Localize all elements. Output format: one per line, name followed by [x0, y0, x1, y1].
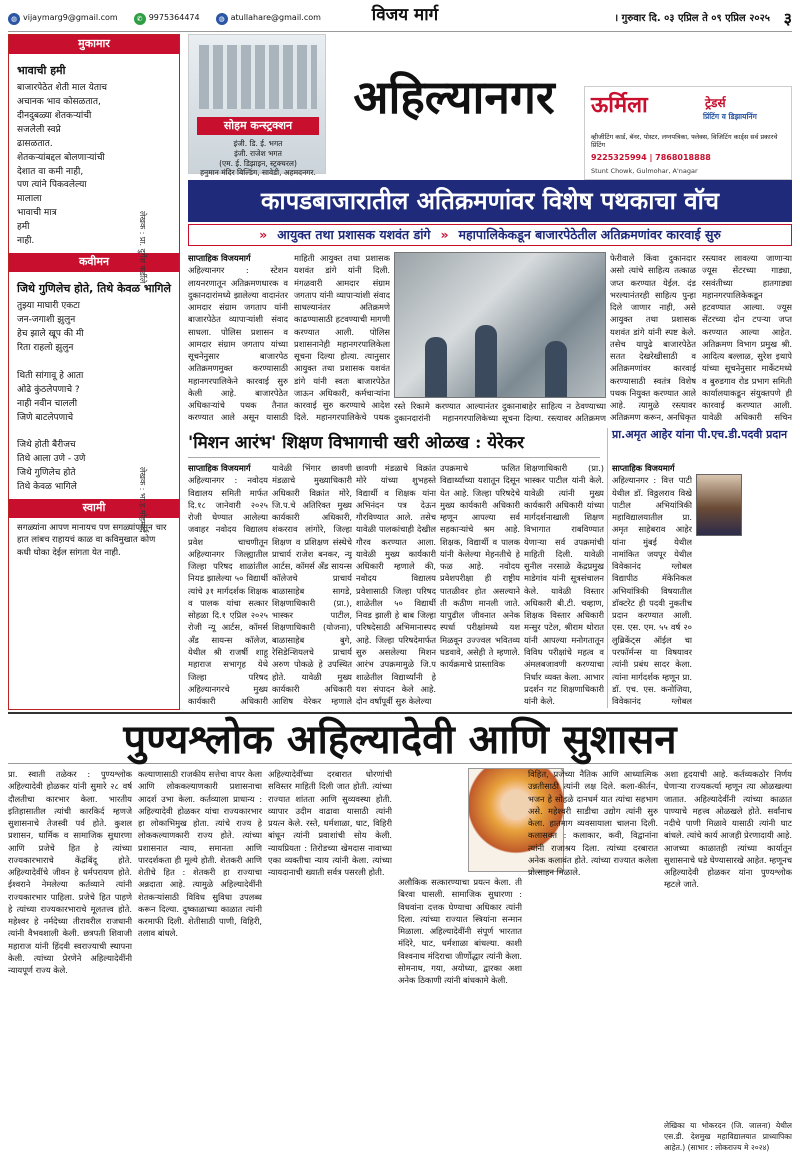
poem-line: सजलेली स्वप्ने — [17, 124, 61, 135]
poem-line: देशात वा कमी नाही, — [17, 166, 84, 177]
story4-column-4-top — [398, 768, 464, 872]
poem-line: मालाला — [17, 194, 42, 205]
ad-line: इंजी. डि. ई. भगत — [233, 139, 283, 148]
poem-author: लेखक : भा.ह.मोहम्मद — [138, 467, 147, 533]
poem-line: नाही. — [17, 236, 35, 247]
poem-line: अचानक भाव कोसळतात, — [17, 96, 101, 107]
poem-line: जन-जगाशी झुलुन — [17, 314, 76, 325]
poem-line: तिथे केवळ भागिले — [17, 482, 77, 493]
story2-column-2: यावेळी भिंगार छावणी मंडळाचे मुख्याधिकारी अधिकारी विक्रांत मोरे, जि.प.चे अतिरिक्त मुख्य कार्यकारी अधिकारी, शंकरराव लांगोरे, जिल्हा शिक्षण व प्रशिक्षण संस्थेचे प्राचार्य राजेश बनकर, न्यू आर्टस, कॉमर्स अँड सायन्स कॉलेजचे प्राचार्य बाळासाहेब सागडे, शिक्षणाधिकारी (प्रा.), भास्कर पाटील, शिक्षणाधिकारी (योजना), बाळासाहेब बुगे, रेसिडेन्शियलचे प्राचार्य अरुण पोकळे हे उपस्थित होते. यावेळी मुख्य कार्यकारी अधिकारी आशिष येरेकर म्हणाले — [272, 463, 352, 707]
story4-column-5: विहित, प्रजेच्या नैतिक आणि आध्यात्मिक उन्नतीसाठी त्यांनी लक्ष दिले. कला-कीर्तन, भजन हे सोहळे दानधर्म यात त्यांचा सहभाग असे. महेश्वरी साडीचा उद्योग त्यांनी सुरु केला. हातमाग व्यवसायाला चालना दिली. कलासक्त : कलाकार, कवी, विद्वानांना त्यांनी राजाश्रय दिला. त्यांच्या दरबारात अनेक कलावंत होते. त्यांच्या राज्यात कलेला प्रोत्साहन मिळाले. — [528, 769, 658, 878]
globe-icon: ◍ — [216, 13, 228, 25]
author-footer: लेखिका या भोकरदन (जि. जालना) येथील एस.डी. देशमुख महाविद्यालयात प्राध्यापिका आहेत.) (साभार : लोकराज्य मे २०२४) — [664, 1121, 792, 1153]
ad-address: हनुमान मंदिर बिल्डिंग, सावेडी, अहमदनगर. — [200, 168, 316, 178]
poem-line: भावाची मात्र — [17, 208, 57, 219]
poem-title: भावाची हमी — [17, 63, 66, 77]
story2-column-1 — [188, 462, 268, 708]
story1-column-3: फेरीवाले किंवा दुकानदार असो त्यांचे साहित्य तत्काळ जप्त करण्यात येईल. दंड भरल्यानंतरही साहित्य पुन्हा दिले जाणार नाही, असे आयुक्त तथा प्रशासक यशवंत डांगे यांनी स्पष्ट केले. तसेच यापुढे बाजारपेठेत सतत देखरेखीसाठी व अतिक्रमणांवर कारवाई करण्यासाठी स्वतंत्र विशेष पथक नियुक्त करण्यात आले आहे. त्यामुळे रस्त्यावर अतिक्रमण करून, अनधिकृत — [610, 253, 696, 423]
poem-title: जिथे गुणिलेच होते, तिथे केवळ भागिले — [17, 281, 171, 295]
alt-email-text: atullahare@gmail.com — [230, 13, 321, 23]
story4-column-6: अशा हृदयाची आहे. कर्तव्यकठोर निर्णय घेणाऱ्या राज्यकर्त्या म्हणून त्या ओळखल्या जातात. अहिल्यादेवींनी त्यांच्या काळात पाण्याचे महत्त्व ओळखले होते. सर्वांनाच नदीचे पाणी मिळावे यासाठी त्यांनी घाट बांधले. त्यांचे कार्य आजही प्रेरणादायी आहे. आजच्या काळातही त्यांच्या कार्यातून सुशासनाचे धडे घेण्यासारखे आहेत. म्हणूनच अहिल्यादेवी होळकर यांना पुण्यश्लोक म्हटले जाते. — [664, 769, 792, 890]
section-heading: मुकामार — [9, 35, 179, 54]
story2-column-5: शिक्षणाधिकारी (प्रा.) भास्कर पाटील यांनी केले. यावेळी त्यांनी मुख्य कार्यकारी अधिकारी यांच्या मार्गदर्शनाखाली शिक्षण विभागात राबविण्यात येणाऱ्या सर्व उपक्रमांची माहिती दिली. यावेळी सुनील नरसाळे केंद्रप्रमुख माडेगांव यांनी सूत्रसंचालन केले. यावेळी विस्तार अधिकारी बी.टी. चव्हाण, शिक्षक विस्तार अधिकारी मन्सुर पटेल, श्रीराम थोरात यांनी आपल्या मनोगतातून विविध परीक्षांचे महत्व व अंमलबजावणी करण्याचा निर्धार व्यक्त केला. आभार प्रदर्शन गट शिक्षणाधिकारी यांनी केले. — [524, 463, 604, 707]
poem-lines — [17, 82, 171, 249]
story1-column-1 — [188, 252, 288, 424]
poem-line: तुझ्या माघारी एकटा — [17, 301, 81, 312]
story4-column-3: अहिल्यादेवींच्या दरबारात धोरणांची सविस्तर माहिती दिली जात होती. त्यांच्या राज्यात शांतता आणि सुव्यवस्था होती. व्यापार उदीम वाढावा यासाठी त्यांनी प्रयत्न केले. रस्ते, धर्मशाळा, घाट, विहिरी बांधून त्यांनी प्रवाशांची सोय केली. न्यायप्रियता : तिरोडच्या खेमदास नावाच्या एका व्यक्तीचा न्याय त्यांनी केला. त्यांच्या न्यायदानाची ख्याती सर्वत्र पसरली होती. — [268, 769, 392, 878]
section-heading: कवीमन — [9, 253, 179, 272]
whatsapp-icon: ✆ — [134, 13, 146, 25]
poem-line: नाही नवीन चालली — [17, 398, 78, 409]
market-photo — [394, 252, 606, 398]
construction-ad — [188, 34, 326, 178]
poem-line: थिती सांगावू हे आता — [17, 370, 84, 381]
poem-author: लेखक : प्रा. दुर्गेश कर्डीले — [138, 211, 147, 284]
photo-figure — [545, 341, 567, 397]
section-heading: स्वामी — [9, 499, 179, 518]
poem-2 — [9, 272, 179, 499]
phone-contact — [134, 13, 200, 25]
city-title: अहिल्यानगर — [353, 70, 555, 124]
email-contact — [8, 13, 118, 25]
double-chevron-icon: » — [440, 226, 449, 242]
poem-line: जिथे गुणिलेच होते — [17, 468, 76, 479]
photo-figure — [475, 325, 497, 397]
story2-column-3: छावणी मंडळाचे विक्रांत मोरे यांच्या शुभहस्ते विद्यार्थी व शिक्षक यांना अभिनंदन पत्र देऊन गौरविण्यात आले. तसेच यावेळी पालकांचाही देखील गौरव करण्यात आला. यावेळी मुख्य कार्यकारी अधिकारी म्हणाले की, नवोदय विद्यालय प्रवेशासाठी जिल्हा परिषद शाळेतील ५० विद्यार्थी निवड झाली हे बाब जिल्हा परिषदेसाठी अभिमानास्पद आहे. जिल्हा परिषदेमार्फत सुरु असलेल्या मिशन आरंभ उपक्रमामुळे जि.प शाळेतील विद्यार्थ्यांनी हे यश संपादन केले आहे. दोन वर्षांपूर्वी सुरु केलेल्या — [356, 463, 436, 707]
email-text: vijaymarg9@gmail.com — [23, 13, 118, 23]
poem-line: शेतकऱ्यांबद्दल बोलणाऱ्यांची — [17, 152, 105, 163]
story1-under-photo-b: दुकानाबाहेर साहित्य न ठेवण्याच्या सूचना दिल्या. रस्त्यावर अतिक्रमण — [502, 401, 606, 424]
poem-1 — [9, 54, 179, 253]
article-text: अहिल्यानगर : स्टेशन लायनरणातून अतिक्रमणधारक व दुकानदारांमध्ये झालेल्या वादानंतर आमदार संग्राम जगताप यांनी बाजारपेठेत व्यापाऱ्यांशी संवाद साधला. पोलिस प्रशासन व आमदार संग्राम जगताप यांच्या सूचनेनुसार बाजारपेठ अतिक्रमणमुक्त करण्यासाठी महानगरपालिकेने कारवाई सुरु केली आहे. बाजारपेठेत अधिकाऱ्यांचे पथक तैनात करण्यात आले असून यासाठी — [188, 265, 288, 423]
ad-brand: ऊर्मिला — [591, 92, 648, 118]
poem-lines — [17, 300, 171, 495]
subheadline-a: आयुक्त तथा प्रशासक यशवंत डांगे — [277, 226, 431, 242]
alt-email-contact — [216, 13, 321, 25]
story1-under-photo-a: रस्ते रिकामे करण्यात आल्यानंतर दुकानदारांनी महानगरपालिकेच्या — [394, 401, 498, 424]
double-chevron-icon: » — [259, 226, 268, 242]
story3-column-1 — [612, 462, 692, 708]
poem-line: हमी — [17, 222, 30, 233]
ad-line: (एम. ई. डिझाइन, स्ट्रक्चरल) — [219, 158, 297, 168]
story4-column-4: अलौकिक सत्कारण्याचा प्रयत्न केला. ती बिरवा घासली. सामाजिक सुधारणा : विधवांना दत्तक घेण्याचा अधिकार त्यांनी दिला. त्यांच्या राज्यात स्त्रियांना सन्मान मिळाला. अहिल्यादेवींनी संपूर्ण भारतात मंदिरे, घाट, धर्मशाळा बांधल्या. काशी विश्वनाथ मंदिराचा जीर्णोद्धार त्यांनी केला. सोमनाथ, गया, अयोध्या, द्वारका अशा अनेक ठिकाणी त्यांनी बांधकामे केली. — [398, 877, 522, 986]
page-number: ३ — [783, 9, 792, 28]
quote-note: सगळ्यांना आपण मानायच पण सगळ्यांपासून चार हात लांबच राहायचं काळ वा कविमुखात कोण कधी घोका देईल सांगता येत नाही. — [17, 523, 167, 558]
poem-line: जिणे बाटलेपणाचे — [17, 412, 74, 423]
byline: साप्ताहिक विजयमार्ग — [188, 253, 251, 263]
headline-main: कापडबाजारातील अतिक्रमणांवर विशेष पथकाचा वॉच — [188, 180, 792, 222]
story4-column-1: प्रा. स्वाती तळेकर : पुण्यश्लोक अहिल्यादेवी होळकर यांनी सुमारे २८ वर्ष दौलतीचा कारभार केला. भारतीय इतिहासातील त्यांची कारकिर्द म्हणजे सुशासनाचे तेजस्वी पर्व होते. कुशल प्रशासन, धार्मिक व सामाजिक सुधारणा आणि प्रजेचे हित हे त्यांच्या राज्यकारभाराचे केंद्रबिंदू होते. अहिल्यादेवींचे जीवन हे धर्मपरायण होते. ईश्वराने नेमलेल्या कर्तव्याने त्यांनी राज्यकारभार पाहिला. प्रजेचे हित पाहणे हे त्यांच्या राज्यकारभाराचे मूलतत्त्व होते. महेश्वर हे नर्मदेच्या तीरावरील राजधानी त्यांनी वैभवशाली केली. छत्रपती शिवाजी महाराज यांनी हिंदवी स्वराज्याची स्थापना केली. त्यांच्या प्रेरणेने अहिल्यादेवींनी न्यायपूर्ण राज्य केले. — [8, 769, 132, 976]
poem-line: हेच झाले खूप की मी — [17, 328, 84, 339]
article-text: अहिल्यानगर : नवोदय विद्यालय समिती मार्फत दि.१८ जानेवारी २०२५ रोजी घेण्यात आलेल्या जवाहर नवोदय विद्यालय प्रवेश चाचणीतून अहिल्यानगर जिल्ह्यातील जिल्हा परिषद शाळांतील नियड झालेल्या ५० विद्यार्थी त्यांचे ३१ मार्गदर्शक शिक्षक व पालक यांचा सत्कार सोहळा दि.१ एप्रिल २०२५ रोजी न्यू आर्टस, कॉमर्स अँड सायन्स कॉलेज, येथील श्री राजर्षी शाहू महाराज सभागृह येथे जिल्हा परिषद अहिल्यानगरचे मुख्य कार्यकारी अधिकारी — [188, 475, 268, 707]
ad-description: व्हीजीटिंग कार्ड, बॅनर, पोस्टर, लग्नपत्रिका, फ्लेक्स, विजिटिंग कार्ड्स सर्व प्रकारचे प्रिंटिंग — [591, 133, 778, 150]
column-divider — [607, 428, 608, 708]
story1-column-4: रस्त्यावर लावल्या जाणाऱ्या ज्यूस सेंटरच्या गाड्या, रसवंतीच्या हातगाड्या महानगरपालिकेकडून हटवण्यात आल्या. ज्यूस सेंटरच्या दोन टपऱ्या जप्त करण्यात आल्या आहेत. अतिक्रमण विभाग प्रमुख श्री. आदित्य बल्लाळ, सुरेश इथापे यांच्या सूचनेनुसार मार्केटमध्ये व बुरुडगाव रोड प्रभाग समिती कार्यालयाकडून संयुक्तपणे ही कारवाई करण्यात आली. यावेळी अधिकारी सचिन — [702, 253, 792, 423]
left-column — [8, 34, 180, 710]
traders-ad — [584, 86, 792, 180]
byline: साप्ताहिक विजयमार्ग — [188, 463, 251, 473]
ad-address: Stunt Chowk, Gulmohar, A'nagar — [591, 167, 698, 175]
ad-details — [195, 139, 321, 178]
story2-column-4: उपक्रमाचे फलित विद्यार्थ्यांच्या यशातून दिसून येत आहे. जिल्हा परिषदेचे मुख्य कार्यकारी अधिकारी म्हणून आपल्या सर्व सहकाऱ्यांचे श्रम आहे. शिक्षक, विद्यार्थी व पालक यांनी केलेल्या मेहनतीचे हे फळ आहे. नवोदय प्रवेशपरीक्षा ही राष्ट्रीय पातळीवर होत असल्याने ती कठीण मानली जाते. यापुढील जीवनात अनेक स्पर्धा परीक्षांमध्ये यश मिळवून उज्ज्वल भवितव्य घडवावे, असेही ते म्हणाले. कार्यक्रमाचे प्रास्ताविक — [440, 463, 520, 670]
byline: साप्ताहिक विजयमार्ग — [612, 463, 675, 473]
phone-text: 9975364474 — [148, 13, 200, 23]
headline-mission: 'मिशन आरंभ' शिक्षण विभागाची खरी ओळख : येरेकर — [188, 428, 600, 458]
poem-line: पण त्यांने पिकवलेल्या — [17, 180, 87, 191]
masthead: विजय मार्ग — [371, 5, 439, 25]
poem-line: रिता राहलो झुलुन — [17, 342, 74, 353]
poem-line — [17, 356, 171, 370]
poem-line: दीनदुबळ्या शेतकऱ्यांची — [17, 110, 92, 121]
subheadline-b: महापालिकेकडून बाजारपेठेतील अतिक्रमणांवर कारवाई सुरु — [458, 226, 721, 242]
ad-subtitle: प्रिंटिंग व डिझायनिंग — [703, 112, 757, 121]
article-text: अहिल्यानगर : वित्त पाटी येथील डॉ. विठ्ठलराव विखे पाटील अभियांत्रिकी महाविद्यालयातील प्रा. अमृत साहेबराव आहेर यांना मुंबई येथील नामांकित जयपूर येथील विवेकानंद ग्लोबल विद्यापीठ मॅकेनिकल अभियांत्रिकी विषयातील डॉक्टरेट ही पदवी नुकतीच प्रदान करण्यात आली. एस. एस. एम. ५५ वर्ष २० लुब्रिकेंट्स ऑईल चा परफॉर्मन्स या विषयावर त्यांनी प्रबंध सादर केला. त्यांना मार्गदर्शक म्हणून प्रा. डॉ. एच. एस. कनोजिया, विवेकानंद ग्लोबल — [612, 475, 692, 707]
subheadline-bar — [188, 224, 792, 246]
poem-line: तिथे आला उणे - उणे — [17, 454, 86, 465]
ad-line: इंजी. राजेश भगत — [234, 148, 282, 158]
poem-line: ओढे कुंठलेपणाचे ? — [17, 384, 80, 395]
story4-column-2: कल्याणासाठी राजकीय सत्तेचा वापर केला आणि लोककल्याणकारी प्रशासनाचा आदर्श उभा केला. कर्तव्याला प्राधान्य : अहिल्यादेवी होळकर यांचा राज्यकारभार हा लोकाभिमुख होता. त्यांचे राज्य हे लोककल्याणकारी राज्य होते. त्यांच्या प्रशासनात न्याय, समानता आणि पारदर्शकता ही मूल्ये होती. शेतकरी आणि शेतीचे हित : शेतकरी हा राज्याचा अन्नदाता आहे. त्यामुळे अहिल्यादेवींनी शेतकऱ्यांसाठी विविध सुविधा उपलब्ध करून दिल्या. दुष्काळाच्या काळात त्यांनी करमाफी दिली. शेतीसाठी पाणी, विहिरी, तलाव बांधले. — [138, 769, 262, 939]
issue-date: । गुरुवार दि. ०३ एप्रिल ते ०९ एप्रिल २०२५ — [614, 13, 770, 24]
globe-icon: ◍ — [8, 13, 20, 25]
ad-brand-suffix: ट्रेडर्स — [705, 96, 726, 110]
ad-company-name: सोहम कन्स्ट्रक्शन — [197, 117, 319, 135]
poem-line — [17, 425, 171, 439]
ad-phone: 9225325994 | 7868018888 — [591, 153, 711, 162]
headline-phd: प्रा.अमृत आहेर यांना पी.एच.डी.पदवी प्रदान — [612, 428, 788, 441]
poem-line: बाजारपेठेत शेती माल येताच — [17, 82, 108, 93]
poem-line: ढासळतात. — [17, 138, 53, 149]
building-image — [199, 45, 317, 109]
portrait-photo — [696, 474, 742, 536]
headline-ahilyadevi: पुण्यश्लोक अहिल्यादेवी आणि सुशासन — [8, 712, 792, 764]
photo-figure — [425, 337, 447, 397]
story1-column-2: माहिती आयुक्त तथा प्रशासक यशवंत डांगे यांनी दिली. मंगळवारी आमदार संग्राम जगताप यांनी व्यापाऱ्यांशी संवाद साधल्यानंतर अतिक्रमणे काढण्यासाठी हटवण्याची मागणी करण्यात आली. पोलिस प्रशासनानेही महानगरपालिकेला सूचना दिल्या होत्या. त्यानुसार आयुक्त तथा प्रशासक यशवंत डांगे यांनी स्वतः बाजारपेठेत जाऊन अधिकारी, कर्मचाऱ्यांना कारवाई सुरु करण्याचे आदेश दिले. महानगरपालिकेचे पथक — [294, 253, 390, 423]
poem-line: जिथे होती बैरीजच — [17, 440, 76, 451]
